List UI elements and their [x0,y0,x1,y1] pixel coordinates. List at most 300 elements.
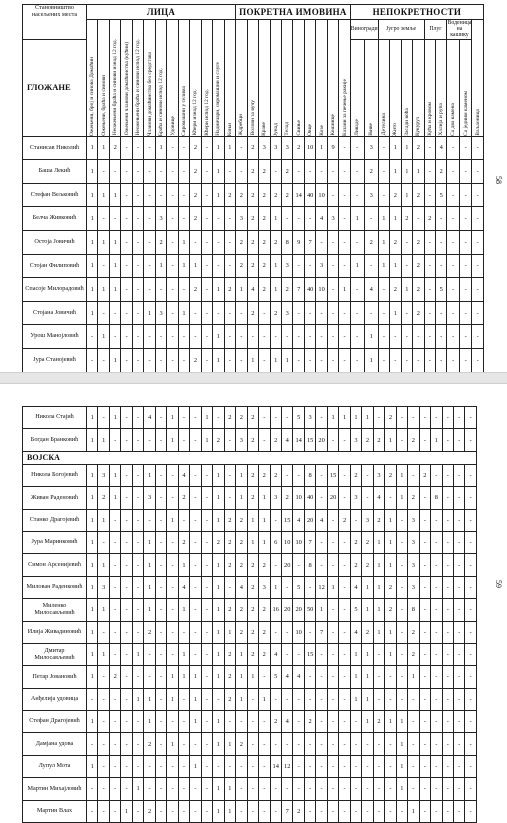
data-cell: - [408,778,419,800]
data-cell: 4 [350,621,361,643]
data-cell: 14 [293,183,304,207]
data-cell: - [98,733,109,755]
data-cell: 1 [408,800,419,822]
data-cell: - [190,576,201,598]
data-cell: - [401,230,412,254]
data-cell: - [167,755,178,777]
data-cell: 2 [259,278,270,302]
data-cell: - [350,183,364,207]
data-cell: - [201,531,212,553]
data-cell: 1 [190,711,201,733]
data-cell: 50 [304,599,315,621]
data-cell: - [121,711,132,733]
data-cell: - [178,136,189,160]
data-cell: 5 [270,666,281,688]
data-cell: 1 [259,531,270,553]
data-cell: - [132,464,143,486]
data-cell: 1 [98,136,109,160]
data-cell: - [442,800,453,822]
data-cell: - [465,688,476,710]
data-cell: - [431,688,442,710]
data-cell: 1 [247,666,258,688]
data-cell: - [419,643,430,665]
immovable-sub-label: Жито [392,122,399,136]
data-cell: - [281,207,292,231]
data-cell: - [155,733,166,755]
data-cell: - [281,733,292,755]
data-cell: - [167,464,178,486]
data-cell: - [259,429,270,451]
data-cell: 8 [431,487,442,509]
data-cell: - [373,733,384,755]
census-table-bottom [22,406,477,823]
data-cell: - [121,666,132,688]
table-row [23,576,477,598]
data-cell: 1 [109,464,120,486]
data-cell: - [121,509,132,531]
data-cell: 4 [247,278,258,302]
data-cell: - [132,325,143,349]
data-cell: - [339,599,350,621]
data-cell: - [178,509,189,531]
data-cell: 1 [167,733,178,755]
data-cell: 2 [144,800,155,822]
data-cell: - [190,800,201,822]
data-cell: - [259,325,270,349]
data-cell: - [396,407,407,429]
data-cell: - [316,160,327,184]
data-cell: - [190,301,201,325]
data-cell: - [408,733,419,755]
table-row [23,487,477,509]
data-cell: - [431,554,442,576]
data-cell: 2 [178,531,189,553]
data-cell: - [316,755,327,777]
data-cell: - [167,487,178,509]
data-cell: - [109,207,120,231]
data-cell: 2 [247,254,258,278]
immovable-sub-label: Халија и рупа [438,102,445,136]
data-cell: 2 [98,487,109,509]
section-row [23,451,477,464]
data-cell: 9 [327,136,338,160]
data-cell: - [109,301,120,325]
data-cell: - [236,711,247,733]
data-cell: - [201,599,212,621]
data-cell: 1 [236,487,247,509]
data-cell: - [327,429,338,451]
data-cell: - [213,230,224,254]
data-cell: 4 [281,429,292,451]
data-cell: - [378,325,389,349]
data-cell: - [385,666,396,688]
data-cell: 1 [213,576,224,598]
data-cell: - [132,207,143,231]
data-cell: - [259,407,270,429]
data-cell: 2 [259,183,270,207]
data-cell: - [201,800,212,822]
person-name: Станко Драгојевић [23,509,87,531]
data-cell: 2 [350,531,361,553]
data-cell: - [424,136,435,160]
data-cell: - [436,301,447,325]
data-cell: - [339,576,350,598]
data-cell: - [419,733,430,755]
table-row [23,160,484,184]
data-cell: 2 [109,136,120,160]
data-cell: 20 [316,429,327,451]
data-cell: - [385,487,396,509]
data-cell: - [339,800,350,822]
data-cell: - [431,733,442,755]
data-cell: - [167,643,178,665]
data-cell: 1 [87,136,98,160]
data-cell: - [419,576,430,598]
data-cell: - [459,254,472,278]
data-cell: 1 [281,348,292,372]
data-cell: - [190,230,201,254]
data-cell: - [109,429,120,451]
data-cell: 2 [413,301,424,325]
data-cell: - [378,183,389,207]
data-cell: - [472,136,483,160]
table-row [23,688,477,710]
data-cell: - [442,487,453,509]
data-cell: - [98,207,109,231]
data-cell: - [155,621,166,643]
data-cell: 5 [293,576,304,598]
table-row [23,136,484,160]
data-cell: - [327,599,338,621]
data-cell: 1 [401,278,412,302]
data-cell: 10 [316,183,327,207]
data-cell: - [419,554,430,576]
data-cell: - [373,755,384,777]
data-cell: - [201,755,212,777]
data-cell: - [339,160,350,184]
person-name: Симон Арсенијевић [23,554,87,576]
data-cell: - [459,348,472,372]
data-cell: - [236,136,247,160]
data-cell: - [442,576,453,598]
data-cell: 4 [350,576,361,598]
data-cell: - [350,301,364,325]
data-cell: 1 [144,301,155,325]
data-cell: - [98,407,109,429]
data-cell: - [224,429,235,451]
data-cell: 1 [247,509,258,531]
data-cell: - [316,531,327,553]
data-cell: - [373,800,384,822]
data-cell: - [201,183,212,207]
data-cell: - [396,688,407,710]
data-cell: - [316,348,327,372]
data-cell: 3 [236,429,247,451]
data-cell: 2 [259,554,270,576]
data-cell: - [350,230,364,254]
table-row [23,254,484,278]
data-cell: - [259,348,270,372]
data-cell: - [178,278,189,302]
data-cell: 2 [270,711,281,733]
people-col-header [178,20,189,137]
data-cell: 1 [413,160,424,184]
data-cell: 3 [281,301,292,325]
data-cell: 1 [327,576,338,598]
data-cell: - [201,733,212,755]
data-cell: - [373,407,384,429]
data-cell: 2 [144,733,155,755]
data-cell: 2 [385,576,396,598]
data-cell: 1 [385,531,396,553]
data-cell: 1 [190,254,201,278]
data-cell: - [465,554,476,576]
data-cell: 1 [98,278,109,302]
table-row [23,464,477,486]
data-cell: - [408,407,419,429]
data-cell: - [167,325,178,349]
data-cell: - [454,429,465,451]
data-cell: 1 [132,778,143,800]
data-cell: - [144,429,155,451]
data-cell: 4 [270,643,281,665]
data-cell: - [316,301,327,325]
data-cell: - [109,733,120,755]
data-cell: 20 [281,554,292,576]
data-cell: - [454,487,465,509]
data-cell: 2 [385,464,396,486]
data-cell: - [413,348,424,372]
data-cell: - [201,621,212,643]
data-cell: - [144,643,155,665]
data-cell: - [132,509,143,531]
data-cell: - [442,643,453,665]
data-cell: - [87,800,98,822]
data-cell: 2 [247,160,258,184]
data-cell: 20 [304,509,315,531]
data-cell: 2 [190,207,201,231]
data-cell: - [424,348,435,372]
table-row [23,643,477,665]
data-cell: - [419,778,430,800]
data-cell: 1 [390,301,401,325]
data-cell: 15 [327,464,338,486]
data-cell: 4 [178,464,189,486]
data-cell: - [304,254,315,278]
data-cell: 3 [98,576,109,598]
table-row [23,407,477,429]
immovable-sub-header [447,39,460,136]
data-cell: - [350,778,361,800]
immovable-sub-label: Са једним каменом [462,90,469,136]
table-row [23,348,484,372]
data-cell: - [144,207,155,231]
data-cell: 1 [224,733,235,755]
person-name: Остоја Јовичић [23,230,87,254]
data-cell: 1 [87,711,98,733]
data-cell: - [396,800,407,822]
data-cell: - [442,429,453,451]
data-cell: - [472,348,483,372]
data-cell: - [419,531,430,553]
data-cell: 10 [293,487,304,509]
data-cell: 10 [281,531,292,553]
data-cell: - [178,688,189,710]
data-cell: 2 [408,429,419,451]
data-cell: 2 [401,207,412,231]
data-cell: - [178,407,189,429]
data-cell: - [201,666,212,688]
data-cell: - [224,487,235,509]
data-cell: - [167,183,178,207]
movable-col-label: Волови за вучу [249,100,256,136]
data-cell: - [109,688,120,710]
data-cell: 1 [144,531,155,553]
data-cell: 3 [350,487,361,509]
data-cell: 1 [87,599,98,621]
people-col-label: Чланови домаћинства без средстава [146,51,153,136]
data-cell: - [316,554,327,576]
data-cell: - [201,487,212,509]
data-cell: 2 [109,666,120,688]
data-cell: - [201,778,212,800]
people-col-header [109,20,120,137]
data-cell: - [201,509,212,531]
data-cell: - [447,183,460,207]
data-cell: - [270,160,281,184]
data-cell: - [121,621,132,643]
data-cell: - [401,301,412,325]
immovable-sub-header [350,39,364,136]
data-cell: - [327,348,338,372]
data-cell: - [224,348,235,372]
data-cell: - [167,301,178,325]
data-cell: - [132,487,143,509]
data-cell: - [109,531,120,553]
data-cell: 3 [316,254,327,278]
data-cell: 1 [213,778,224,800]
data-cell: - [304,325,315,349]
data-cell: - [350,136,364,160]
data-cell: 1 [401,136,412,160]
person-name: Јура Станојевић [23,348,87,372]
movable-col-header [281,20,292,137]
data-cell: - [247,778,258,800]
immovable-sub-header [436,39,447,136]
movable-col-label: Краве [261,121,268,136]
data-cell: - [339,254,350,278]
data-cell: - [213,688,224,710]
data-cell: 2 [413,254,424,278]
table-row [23,325,484,349]
data-cell: - [419,429,430,451]
data-cell: 1 [98,183,109,207]
data-cell: 1 [396,733,407,755]
data-cell: - [465,509,476,531]
movable-col-label: Казани за печење ракије [341,78,348,136]
data-cell: 1 [350,643,361,665]
data-cell: - [350,509,361,531]
data-cell: - [339,487,350,509]
data-cell: 2 [190,183,201,207]
data-cell: 1 [178,599,189,621]
data-cell: 1 [316,599,327,621]
data-cell: - [454,576,465,598]
data-cell: - [339,733,350,755]
data-cell: 2 [224,278,235,302]
data-cell: - [465,599,476,621]
immovable-sub-header [378,39,389,136]
data-cell: - [121,230,132,254]
data-cell: 2 [236,733,247,755]
data-cell: - [190,509,201,531]
data-cell: 2 [247,554,258,576]
data-cell: 1 [364,325,378,349]
data-cell: - [378,348,389,372]
data-cell: 2 [259,207,270,231]
data-cell: 3 [373,464,384,486]
data-cell: - [442,755,453,777]
data-cell: 8 [281,230,292,254]
data-cell: - [224,325,235,349]
data-cell: - [465,666,476,688]
data-cell: 10 [293,531,304,553]
data-cell: 1 [224,621,235,643]
data-cell: 1 [213,464,224,486]
data-cell: - [378,301,389,325]
data-cell: - [109,576,120,598]
data-cell: 4 [281,666,292,688]
data-cell: 20 [293,599,304,621]
data-cell: 2 [424,207,435,231]
data-cell: - [465,621,476,643]
data-cell: 1 [178,230,189,254]
data-cell: 1 [362,711,373,733]
immovable-group-header: Плуг [424,20,447,40]
data-cell: 2 [247,301,258,325]
data-cell: 2 [364,230,378,254]
person-name: Живан Раденовић [23,487,87,509]
data-cell: - [167,778,178,800]
data-cell: - [98,755,109,777]
people-col-header [224,20,235,137]
data-cell: - [447,348,460,372]
data-cell: 2 [224,183,235,207]
data-cell: - [281,621,292,643]
data-cell: 1 [213,509,224,531]
data-cell: 1 [350,254,364,278]
data-cell: 2 [350,464,361,486]
data-cell: - [293,348,304,372]
data-cell: - [109,800,120,822]
data-cell: - [396,599,407,621]
data-cell: 1 [98,509,109,531]
data-cell: - [213,207,224,231]
data-cell: 1 [98,643,109,665]
data-cell: - [424,254,435,278]
data-cell: - [121,325,132,349]
data-cell: - [327,230,338,254]
data-cell: - [270,407,281,429]
data-cell: - [362,755,373,777]
data-cell: - [431,778,442,800]
data-cell: - [419,711,430,733]
data-cell: - [327,531,338,553]
data-cell: - [316,325,327,349]
data-cell: 14 [293,429,304,451]
data-cell: 4 [236,576,247,598]
data-cell: 2 [413,136,424,160]
